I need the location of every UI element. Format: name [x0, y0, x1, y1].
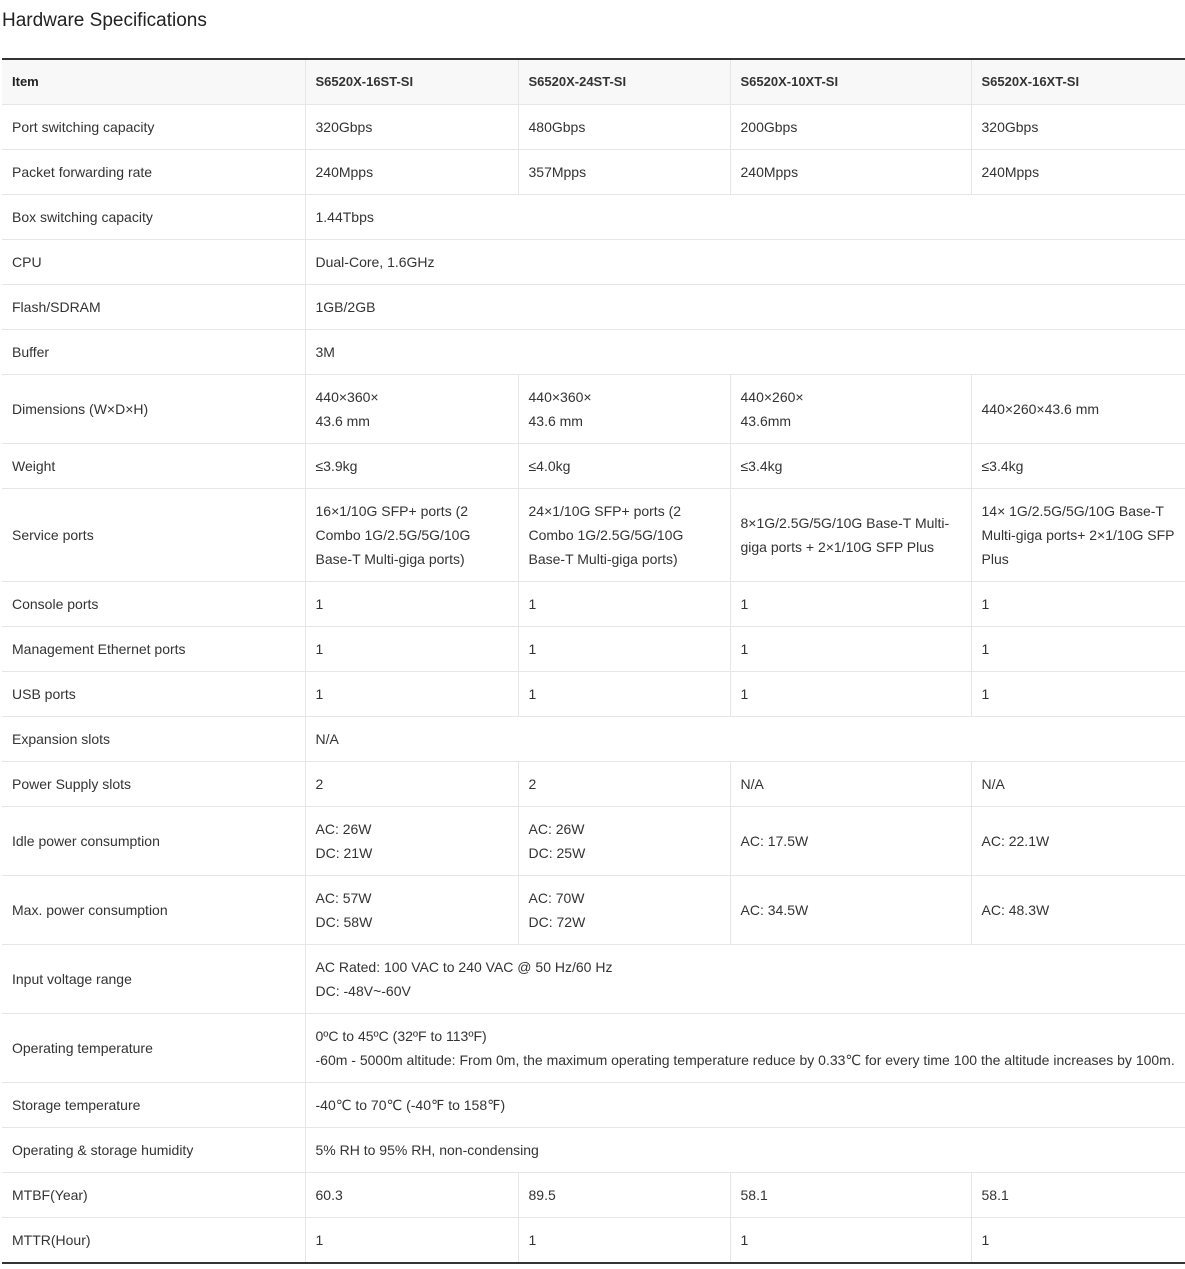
- cell-value: 1: [730, 672, 971, 717]
- table-row: [2, 807, 1185, 876]
- cell-value: 1: [971, 1218, 1185, 1264]
- cell-line: 8×1G/2.5G/5G/10G Base-T Multi-: [740, 515, 950, 531]
- cell-line: 14× 1G/2.5G/5G/10G Base-T: [981, 503, 1164, 519]
- row-label: Idle power consumption: [2, 807, 305, 876]
- row-label: CPU: [2, 240, 305, 285]
- cell-value: [305, 945, 1185, 1014]
- cell-value: [518, 489, 730, 582]
- cell-value: [305, 375, 518, 444]
- cell-line: Multi-giga ports+ 2×1/10G SFP: [981, 527, 1175, 543]
- cell-value: 1: [305, 627, 518, 672]
- cell-value: 1: [730, 627, 971, 672]
- cell-value: 1: [518, 582, 730, 627]
- cell-value: [305, 807, 518, 876]
- cell-value: 89.5: [518, 1173, 730, 1218]
- row-label: Weight: [2, 444, 305, 489]
- cell-value: 58.1: [730, 1173, 971, 1218]
- table-row: [2, 1083, 1185, 1128]
- column-header-item: Item: [2, 59, 305, 105]
- cell-value: 2: [305, 762, 518, 807]
- cell-line: 440×260×43.6 mm: [981, 401, 1100, 417]
- cell-line: 43.6 mm: [315, 413, 370, 429]
- cell-value: 1.44Tbps: [305, 195, 1185, 240]
- row-label: MTBF(Year): [2, 1173, 305, 1218]
- cell-line: DC: 58W: [315, 914, 373, 930]
- row-label: Expansion slots: [2, 717, 305, 762]
- table-row: [2, 240, 1185, 285]
- table-row: [2, 762, 1185, 807]
- table-row: [2, 150, 1185, 195]
- cell-line: 440×360×: [315, 389, 379, 405]
- table-row: [2, 582, 1185, 627]
- cell-line: Base-T Multi-giga ports): [528, 551, 678, 567]
- cell-line: AC: 57W: [315, 890, 372, 906]
- cell-value: 1: [730, 1218, 971, 1264]
- table-row: [2, 195, 1185, 240]
- row-label: Dimensions (W×D×H): [2, 375, 305, 444]
- column-header-16xt: S6520X-16XT-SI: [971, 59, 1185, 105]
- cell-value: [518, 375, 730, 444]
- cell-value: 480Gbps: [518, 105, 730, 150]
- cell-value: N/A: [971, 762, 1185, 807]
- cell-line: DC: -48V~-60V: [315, 983, 411, 999]
- cell-value: 1: [518, 1218, 730, 1264]
- cell-value: 320Gbps: [305, 105, 518, 150]
- cell-value: [518, 807, 730, 876]
- cell-value: 240Mpps: [305, 150, 518, 195]
- table-row: [2, 375, 1185, 444]
- cell-value: [730, 807, 971, 876]
- cell-value: [518, 876, 730, 945]
- cell-line: AC: 48.3W: [981, 902, 1050, 918]
- cell-line: AC: 34.5W: [740, 902, 809, 918]
- cell-value: ≤3.9kg: [305, 444, 518, 489]
- row-label: Max. power consumption: [2, 876, 305, 945]
- table-row: [2, 444, 1185, 489]
- row-label: Packet forwarding rate: [2, 150, 305, 195]
- column-header-16st: S6520X-16ST-SI: [305, 59, 518, 105]
- cell-line: DC: 72W: [528, 914, 586, 930]
- cell-value: [730, 489, 971, 582]
- row-label: Console ports: [2, 582, 305, 627]
- row-label: Management Ethernet ports: [2, 627, 305, 672]
- row-label: Operating & storage humidity: [2, 1128, 305, 1173]
- cell-value: [305, 876, 518, 945]
- table-row: [2, 945, 1185, 1014]
- cell-value: [971, 489, 1185, 582]
- cell-value: N/A: [305, 717, 1185, 762]
- cell-value: 1: [971, 627, 1185, 672]
- cell-value: 3M: [305, 330, 1185, 375]
- table-row: [2, 1173, 1185, 1218]
- cell-value: 357Mpps: [518, 150, 730, 195]
- row-label: Operating temperature: [2, 1014, 305, 1083]
- cell-line: AC: 22.1W: [981, 833, 1050, 849]
- cell-value: N/A: [730, 762, 971, 807]
- cell-line: DC: 21W: [315, 845, 373, 861]
- cell-line: Combo 1G/2.5G/5G/10G: [528, 527, 684, 543]
- cell-value: 1: [518, 672, 730, 717]
- cell-value: 5% RH to 95% RH, non-condensing: [305, 1128, 1185, 1173]
- cell-value: [971, 375, 1185, 444]
- cell-value: [305, 1014, 1185, 1083]
- cell-value: 320Gbps: [971, 105, 1185, 150]
- cell-value: 240Mpps: [730, 150, 971, 195]
- hardware-specs-table: [2, 58, 1185, 1264]
- table-row: [2, 489, 1185, 582]
- table-row: [2, 672, 1185, 717]
- row-label: USB ports: [2, 672, 305, 717]
- cell-line: DC: 25W: [528, 845, 586, 861]
- row-label: Buffer: [2, 330, 305, 375]
- cell-value: [971, 807, 1185, 876]
- cell-value: [730, 375, 971, 444]
- table-row: [2, 330, 1185, 375]
- cell-value: -40℃ to 70℃ (-40℉ to 158℉): [305, 1083, 1185, 1128]
- cell-value: 1: [305, 582, 518, 627]
- table-row: [2, 717, 1185, 762]
- cell-line: Combo 1G/2.5G/5G/10G: [315, 527, 471, 543]
- table-row: [2, 627, 1185, 672]
- cell-line: Plus: [981, 551, 1009, 567]
- cell-value: 1: [730, 582, 971, 627]
- cell-value: ≤4.0kg: [518, 444, 730, 489]
- column-header-24st: S6520X-24ST-SI: [518, 59, 730, 105]
- cell-line: giga ports + 2×1/10G SFP Plus: [740, 539, 935, 555]
- column-header-10xt: S6520X-10XT-SI: [730, 59, 971, 105]
- table-row: [2, 876, 1185, 945]
- cell-line: 0ºC to 45ºC (32ºF to 113ºF): [315, 1028, 487, 1044]
- cell-line: 43.6mm: [740, 413, 792, 429]
- cell-value: 1: [518, 627, 730, 672]
- cell-value: ≤3.4kg: [730, 444, 971, 489]
- cell-value: 58.1: [971, 1173, 1185, 1218]
- table-row: [2, 1128, 1185, 1173]
- cell-value: 2: [518, 762, 730, 807]
- cell-value: 200Gbps: [730, 105, 971, 150]
- table-row: [2, 105, 1185, 150]
- page-title: Hardware Specifications: [2, 10, 207, 31]
- cell-line: 43.6 mm: [528, 413, 583, 429]
- cell-value: 1: [971, 582, 1185, 627]
- table-row: [2, 1014, 1185, 1083]
- row-label: Storage temperature: [2, 1083, 305, 1128]
- cell-value: [730, 876, 971, 945]
- cell-line: 440×260×: [740, 389, 804, 405]
- cell-line: AC Rated: 100 VAC to 240 VAC @ 50 Hz/60 Hz: [315, 959, 613, 975]
- cell-line: AC: 26W: [315, 821, 372, 837]
- cell-value: [305, 489, 518, 582]
- table-header-row: [2, 59, 1185, 105]
- cell-value: 1: [971, 672, 1185, 717]
- cell-value: 1: [305, 1218, 518, 1264]
- row-label: MTTR(Hour): [12, 1232, 91, 1248]
- cell-line: AC: 26W: [528, 821, 585, 837]
- cell-line: 440×360×: [528, 389, 592, 405]
- cell-value: 1GB/2GB: [305, 285, 1185, 330]
- cell-line: 24×1/10G SFP+ ports (2: [528, 503, 682, 519]
- row-label: Input voltage range: [2, 945, 305, 1014]
- cell-value: Dual-Core, 1.6GHz: [305, 240, 1185, 285]
- cell-line: -60m - 5000m altitude: From 0m, the maximum operating temperature reduce by 0.33℃ for every time 100 the altitude increases by 100m.: [315, 1052, 1175, 1068]
- cell-value: [971, 876, 1185, 945]
- row-label: Port switching capacity: [2, 105, 305, 150]
- row-label: Box switching capacity: [2, 195, 305, 240]
- cell-value: 60.3: [305, 1173, 518, 1218]
- table-row: [2, 285, 1185, 330]
- cell-line: 16×1/10G SFP+ ports (2: [315, 503, 469, 519]
- cell-value: ≤3.4kg: [971, 444, 1185, 489]
- cell-value: 1: [305, 672, 518, 717]
- cell-value: 240Mpps: [971, 150, 1185, 195]
- cell-line: Base-T Multi-giga ports): [315, 551, 465, 567]
- row-label: Service ports: [2, 489, 305, 582]
- table-row: [2, 1218, 1185, 1264]
- cell-line: AC: 17.5W: [740, 833, 809, 849]
- cell-line: AC: 70W: [528, 890, 585, 906]
- row-label: Flash/SDRAM: [2, 285, 305, 330]
- row-label: Power Supply slots: [2, 762, 305, 807]
